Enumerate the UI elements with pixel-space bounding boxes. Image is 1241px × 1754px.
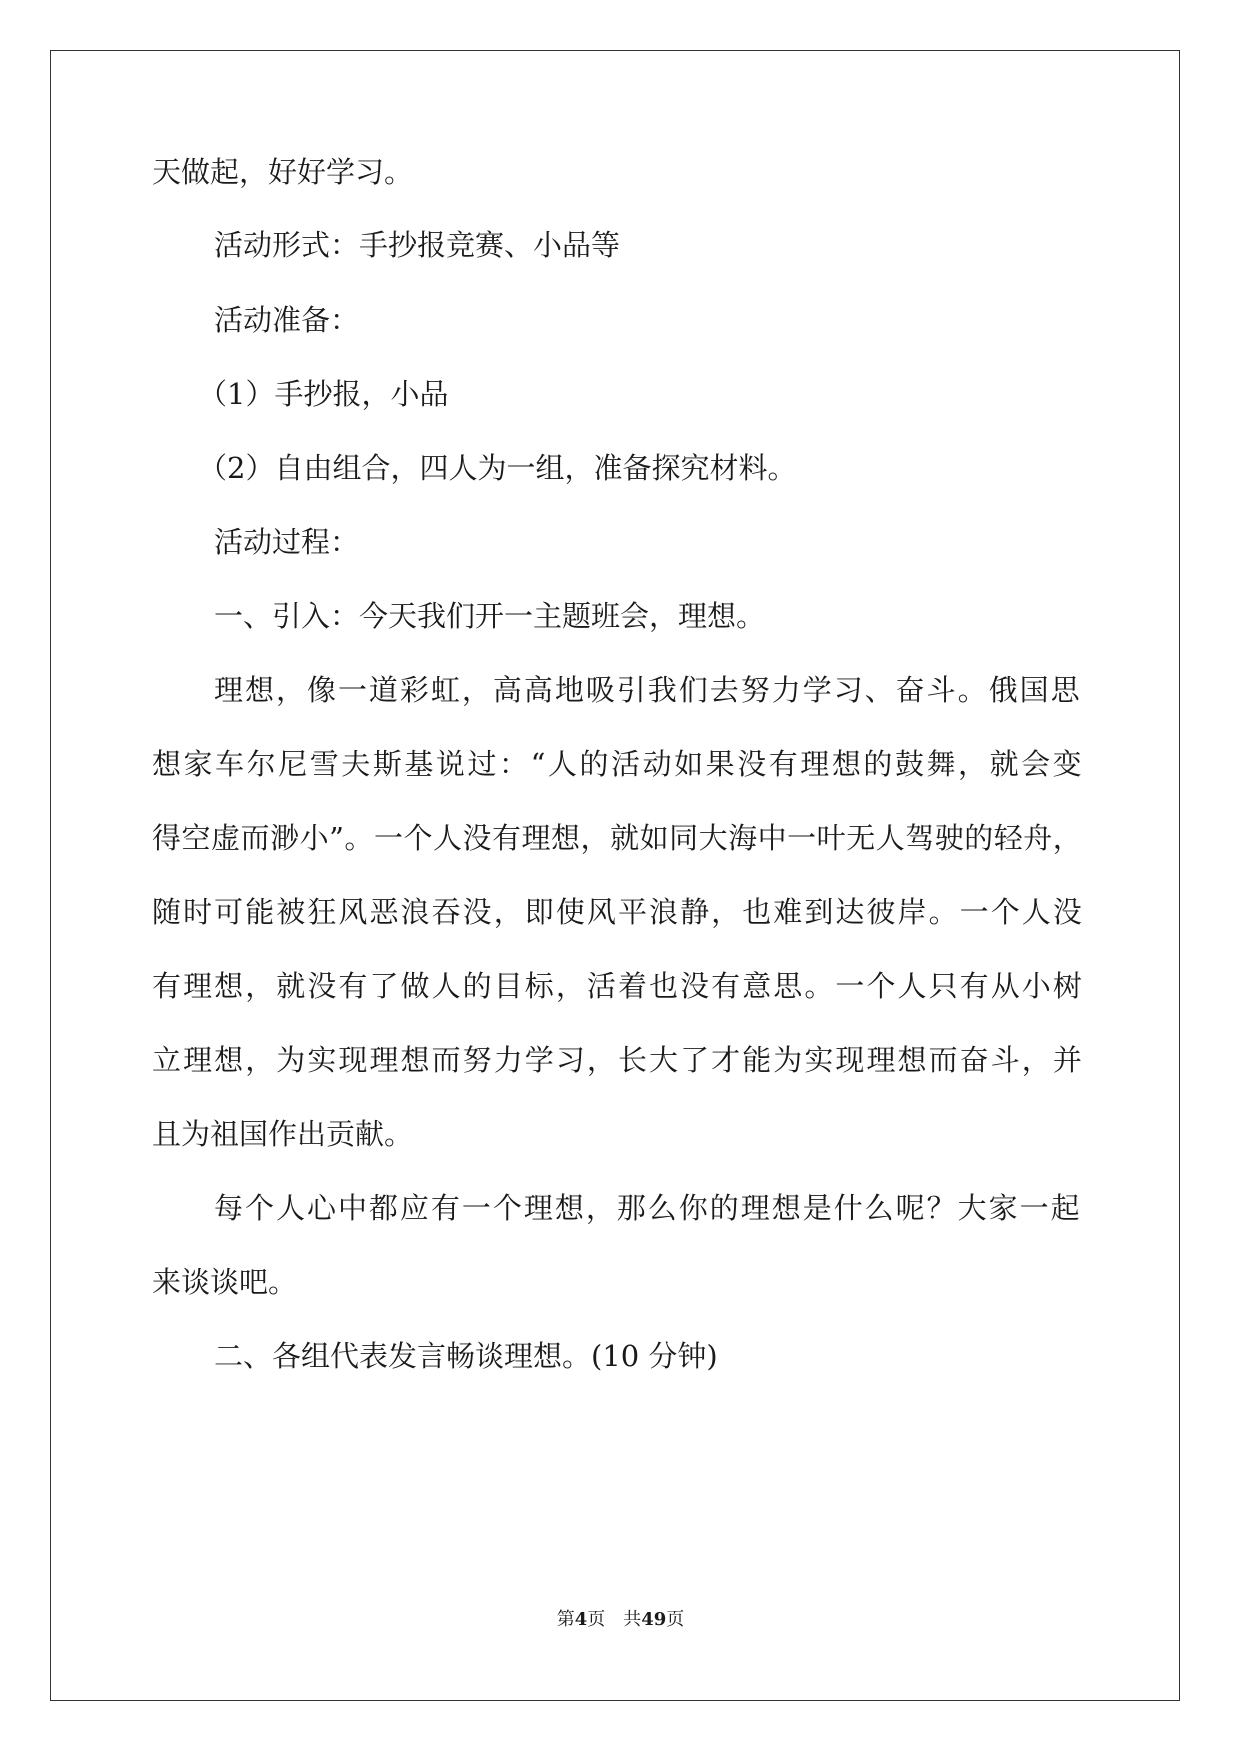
page-border: [50, 50, 1180, 1701]
paragraph-line: 每 个 人 心 中 都 应 有 一 个 理 想 ， 那 么 你 的 理 想 是 什 么 呢 ？ 大 家 一 起: [214, 1191, 1080, 1225]
paragraph-line: 随 时 可 能 被 狂 风 恶 浪 吞 没 ， 即 使 风 平 浪 静 ， 也 难 到 达 彼 岸 。 一 个 人 没: [152, 895, 1082, 929]
footer-mid: 页 共: [587, 1609, 642, 1630]
prep-item-1: （1）手抄报，小品: [198, 377, 449, 411]
section-two: 二、各组代表发言畅谈理想。(10 分钟): [214, 1339, 718, 1373]
activity-form: 活动形式：手抄报竞赛、小品等: [214, 228, 621, 262]
activity-process-heading: 活动过程：: [214, 525, 360, 559]
total-page-count: 49: [641, 1609, 667, 1630]
paragraph-line: 想 家 车 尔 尼 雪 夫 斯 基 说 过 ： “ 人 的 活 动 如 果 没 有 理 想 的 鼓 舞 ， 就 会 变: [152, 747, 1082, 781]
footer-prefix: 第: [556, 1609, 575, 1630]
section-one-intro: 一、引入：今天我们开一主题班会，理想。: [214, 599, 766, 633]
footer-suffix: 页: [666, 1609, 685, 1630]
paragraph-line: 有 理 想 ， 就 没 有 了 做 人 的 目 标 ， 活 着 也 没 有 意 思 。 一 个 人 只 有 从 小 树: [152, 969, 1082, 1003]
paragraph-line: 且为祖国作出贡献。: [152, 1117, 414, 1151]
paragraph-line: 得 空 虚 而 渺 小 ” 。 一 个 人 没 有 理 想 ， 就 如 同 大 海 中 一 叶 无 人 驾 驶 的 轻 舟 ，: [152, 821, 1082, 855]
activity-prep-heading: 活动准备：: [214, 303, 360, 337]
paragraph-line: 来谈谈吧。: [152, 1265, 298, 1299]
paragraph-line: 理 想 ， 像 一 道 彩 虹 ， 高 高 地 吸 引 我 们 去 努 力 学 习 、 奋 斗 。 俄 国 思: [214, 673, 1080, 707]
prep-item-2: （2）自由组合，四人为一组，准备探究材料。: [198, 451, 797, 485]
current-page-number: 4: [574, 1609, 588, 1630]
paragraph-line: 立 理 想 ， 为 实 现 理 想 而 努 力 学 习 ， 长 大 了 才 能 为 实 现 理 想 而 奋 斗 ， 并: [152, 1043, 1082, 1077]
page-footer: [0, 1608, 1241, 1632]
paragraph-line: 天做起，好好学习。: [152, 155, 414, 189]
